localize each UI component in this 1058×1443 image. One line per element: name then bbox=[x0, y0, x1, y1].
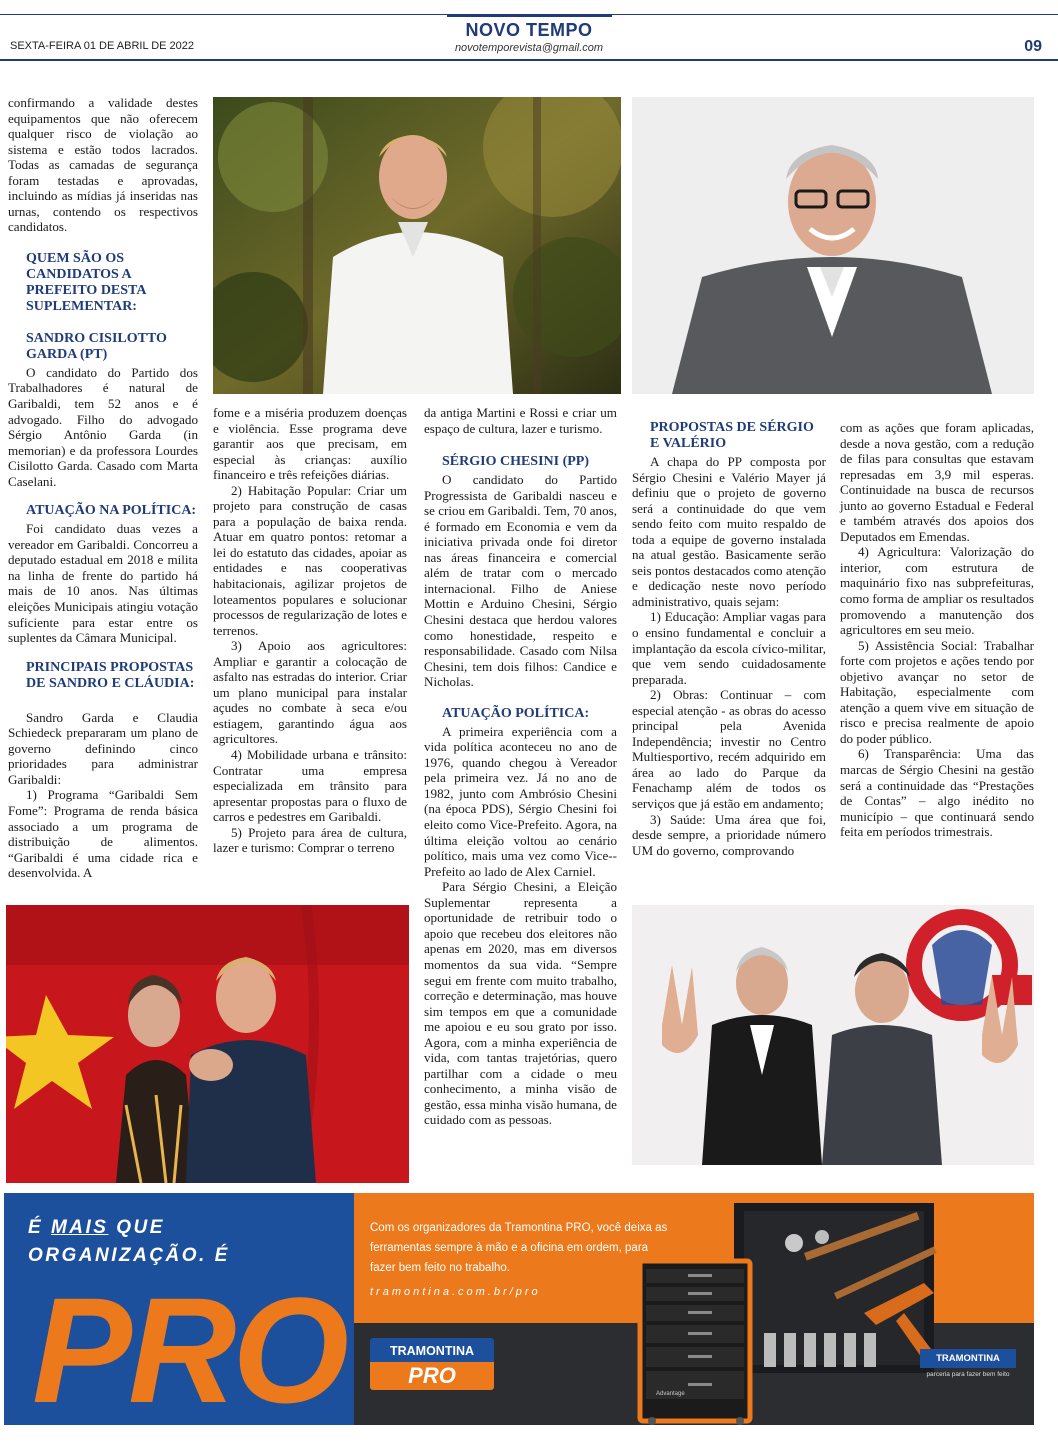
paragraph-sergio-quote: Para Sérgio Chesini, a Eleição Suplementar representa a oportunidade de retribuir todo o apoio que recebeu dos eleitores não apenas em 2020, mas em diversos momentos da sua vida. “Sempre segui em frente com muito trabalho, correção e determinação, mas houve sim tempos em que a comunidade me apoiou e eu sou grato por isso. Agora, com a minha experiência de vida, com tantas trajetórias, quero partilhar com a cidade o meu conhecimento, a minha visão de gestão, essa minha visão humana, de cuidado com as pessoas. bbox=[424, 879, 617, 1128]
contact-email: novotemporevista@gmail.com bbox=[454, 42, 604, 54]
column-sergio-proposals-cont bbox=[840, 420, 1034, 840]
paragraph-saude-cont: com as ações que foram aplicadas, desde a nova gestão, com a redução de filas para consultas que estavam represadas em 3,9 mil esperas. Continuidade na busca de recursos junto ao governo Estadual e Federal e também através dos apoios dos Deputados em Emendas. bbox=[840, 420, 1034, 544]
ad-tool-cart-illustration bbox=[504, 1193, 1034, 1425]
ad-copy: Com os organizadores da Tramontina PRO, você deixa as ferramentas sempre à mão e a oficina em ordem, para fazer bem feito no trabalho. bbox=[370, 1222, 668, 1274]
tramontina-pro-logo bbox=[370, 1338, 494, 1390]
ad-pro-wordmark: PRO bbox=[32, 1266, 346, 1425]
paragraph-saude: 3) Saúde: Uma área que foi, desde sempre, a prioridade número UM do governo, comprovando bbox=[632, 811, 826, 858]
paragraph-sergio-atuacao: A primeira experiência com a vida política aconteceu no ano de 1976, quando chegou à Vereador pela primeira vez. Já no ano de 1982, junto com Ambrósio Chesini (na época PDS), Sérgio Chesini foi eleito como Vice-Prefeito. Agora, na última eleição voltou ao cenário político, mais uma vez como Vice--Prefeito ao lado de Alex Carniel. bbox=[424, 723, 617, 879]
paragraph-sandro-propostas-intro: Sandro Garda e Claudia Schiedeck prepararam um plano de governo definindo cinco prioridades para administrar Garibaldi: bbox=[8, 709, 198, 787]
heading-sergio-chesini: SÉRGIO CHESINI (PP) bbox=[442, 454, 590, 470]
intro-paragraph: confirmando a validade destes equipamentos que não oferecem qualquer risco de violação ao sistema e estão todos lacrados. Todas as camadas de segurança foram testadas e aprovadas, incluindo as mídias já inseridas nas urnas, contendo os respectivos candidatos. bbox=[8, 95, 198, 235]
column-sandro-profile bbox=[8, 95, 198, 881]
photo-sandro-and-claudia bbox=[6, 905, 409, 1183]
photo-sergio-chesini bbox=[632, 97, 1034, 394]
heading-sandro-garda: SANDRO CISILOTTO GARDA (PT) bbox=[26, 330, 167, 362]
heading-sergio-atuacao: ATUAÇÃO POLÍTICA: bbox=[442, 705, 590, 721]
paragraph-educacao: 1) Educação: Ampliar vagas para o ensino fundamental e concluir a implantação da escola cívico-militar, que vem sendo cuidadosamente preparada. bbox=[632, 609, 826, 687]
paragraph-sandro-atuacao: Foi candidato duas vezes a vereador em Garibaldi. Concorreu a deputado estadual em 2018 e milita na linha de frente do partido há mais de 10 anos. Nas últimas eleições Municipais atingiu votação suficiente para estar entre os suplentes da Câmara Municipal. bbox=[8, 521, 198, 646]
paragraph-sandro-bio: O candidato do Partido dos Trabalhadores é natural de Garibaldi, tem 52 anos e é advogado. Filho do advogado Sérgio Antônio Garda (in memorian) e da professora Lourdes Cisilotto Garda. Casado com Marta Caselani. bbox=[8, 364, 198, 489]
column-sandro-proposals bbox=[213, 405, 407, 856]
paragraph-proposta-5: 5) Projeto para área de cultura, lazer e turismo: Comprar o terreno bbox=[213, 824, 407, 856]
paragraph-obras: 2) Obras: Continuar – com especial atenção - as obras do acesso principal pela Avenida Independência; investir no Centro Multiesportivo, recém adquirido em área ao lado do Parque da Fenachamp além de todos os serviços que já estão em andamento; bbox=[632, 687, 826, 812]
masthead bbox=[0, 0, 1058, 70]
paragraph-proposta-4: 4) Mobilidade urbana e trânsito: Contratar uma empresa especializada em trânsito para apresentar propostas para o fluxo de carros e pedestres em Garibaldi. bbox=[213, 747, 407, 825]
ad-tagline-line2: ORGANIZAÇÃO. É bbox=[28, 1245, 230, 1266]
issue-date: SEXTA-FEIRA 01 DE ABRIL DE 2022 bbox=[10, 40, 195, 52]
column-sergio-proposals bbox=[632, 420, 826, 858]
photo-sandro-garda bbox=[213, 97, 621, 394]
ad-brand-badge: TRAMONTINA bbox=[920, 1349, 1016, 1368]
paragraph-sandro-proposta-1: 1) Programa “Garibaldi Sem Fome”: Programa de renda básica associado a um programa de distribuição de alimentos. “Garibaldi é uma cidade rica e desenvolvida. A bbox=[8, 787, 198, 881]
logo-tramontina-text: TRAMONTINA bbox=[370, 1338, 494, 1362]
page-number: 09 bbox=[1024, 38, 1042, 55]
header-bottom-rule bbox=[0, 59, 1058, 61]
heading-sandro-propostas: PRINCIPAIS PROPOSTAS DE SANDRO E CLÁUDIA: bbox=[26, 659, 195, 691]
logo-pro-text: PRO bbox=[370, 1362, 494, 1390]
paragraph-proposta-3: 3) Apoio aos agricultores: Ampliar e garantir a colocação de asfalto nas estradas do interior. Criar um plano municipal para instalar açudes no combate à seca e/ou estiagem, garantindo água aos agricultores. bbox=[213, 638, 407, 747]
heading-quem-sao: QUEM SÃO OS CANDIDATOS A PREFEITO DESTA SUPLEMENTAR: bbox=[26, 250, 146, 314]
paragraph-sergio-bio: O candidato do Partido Progressista de Garibaldi nasceu e se criou em Garibaldi. Tem, 70 anos, é formado em Economia e vem da iniciativa privada onde foi diretor nas áreas financeira e comercial além de tratar com o mercado internacional. Filho de Aniese Mottin e Arduino Chesini, Sérgio Chesini destaca que herdou valores como honestidade, respeito e responsabilidade. Casado com Nilsa Chesini, tem dois filhos: Candice e Nicholas. bbox=[424, 472, 617, 690]
ad-url-link[interactable]: tramontina.com.br/pro bbox=[370, 1286, 541, 1298]
header-top-rule-accent bbox=[447, 14, 612, 17]
heading-sandro-atuacao: ATUAÇÃO NA POLÍTICA: bbox=[26, 503, 197, 519]
paragraph-transparencia: 6) Transparência: Uma das marcas de Sérgio Chesini na gestão será a continuidade das “Prestações de Contas” – algo inédito no município – que continuará sendo feita em períodos trimestrais. bbox=[840, 746, 1034, 840]
column-sergio-profile bbox=[424, 405, 617, 1128]
tramontina-pro-ad[interactable] bbox=[4, 1193, 1034, 1425]
photo-sergio-and-valerio bbox=[632, 905, 1034, 1165]
newspaper-title: NOVO TEMPO bbox=[465, 20, 593, 40]
paragraph-proposta-1-cont: fome e a miséria produzem doenças e violência. Esse programa deve garantir aos que precisam, em especial às crianças: auxílio financeiro e três refeições diárias. bbox=[213, 405, 407, 483]
paragraph-proposta-2: 2) Habitação Popular: Criar um projeto para construção de casas para a população de baixa renda. Atuar em quatro pontos: retomar a lei do estatuto das cidades, apoiar as entidades e nas cooperativas habitacionais, agilizar projetos de loteamentos populares e solucionar processos de regularização de lotes e terrenos. bbox=[213, 482, 407, 638]
ad-tagline-line1: É MAIS QUE bbox=[28, 1217, 165, 1238]
cart-model-label: Advantage bbox=[656, 1391, 685, 1397]
paragraph-chapa-pp: A chapa do PP composta por Sérgio Chesini e Valério Mayer já definiu que o projeto de governo será a continuidade do que vem sendo feito com muito respaldo de toda a equipe de governo instalada na atual gestão. Basicamente serão seis pontos destacados como atenção e dedicação neste novo período administrativo, quais sejam: bbox=[632, 454, 826, 609]
paragraph-proposta-5-cont: da antiga Martini e Rossi e criar um espaço de cultura, lazer e turismo. bbox=[424, 405, 617, 436]
paragraph-assistencia-social: 5) Assistência Social: Trabalhar forte com projetos e ações tendo por objetivo avançar no setor de Habitação, especialmente com atenção a quem vive em situação de risco e precisa realmente de apoio do poder público. bbox=[840, 637, 1034, 746]
heading-sergio-propostas: PROPOSTAS DE SÉRGIO E VALÉRIO bbox=[650, 420, 814, 451]
ad-brand-slogan: parceria para fazer bem feito bbox=[926, 1371, 1010, 1378]
paragraph-agricultura: 4) Agricultura: Valorização do interior, com estrutura de maquinário fixo nas subprefeituras, como forma de ampliar os resultados promovendo a manutenção dos agricultores em seu meio. bbox=[840, 544, 1034, 638]
